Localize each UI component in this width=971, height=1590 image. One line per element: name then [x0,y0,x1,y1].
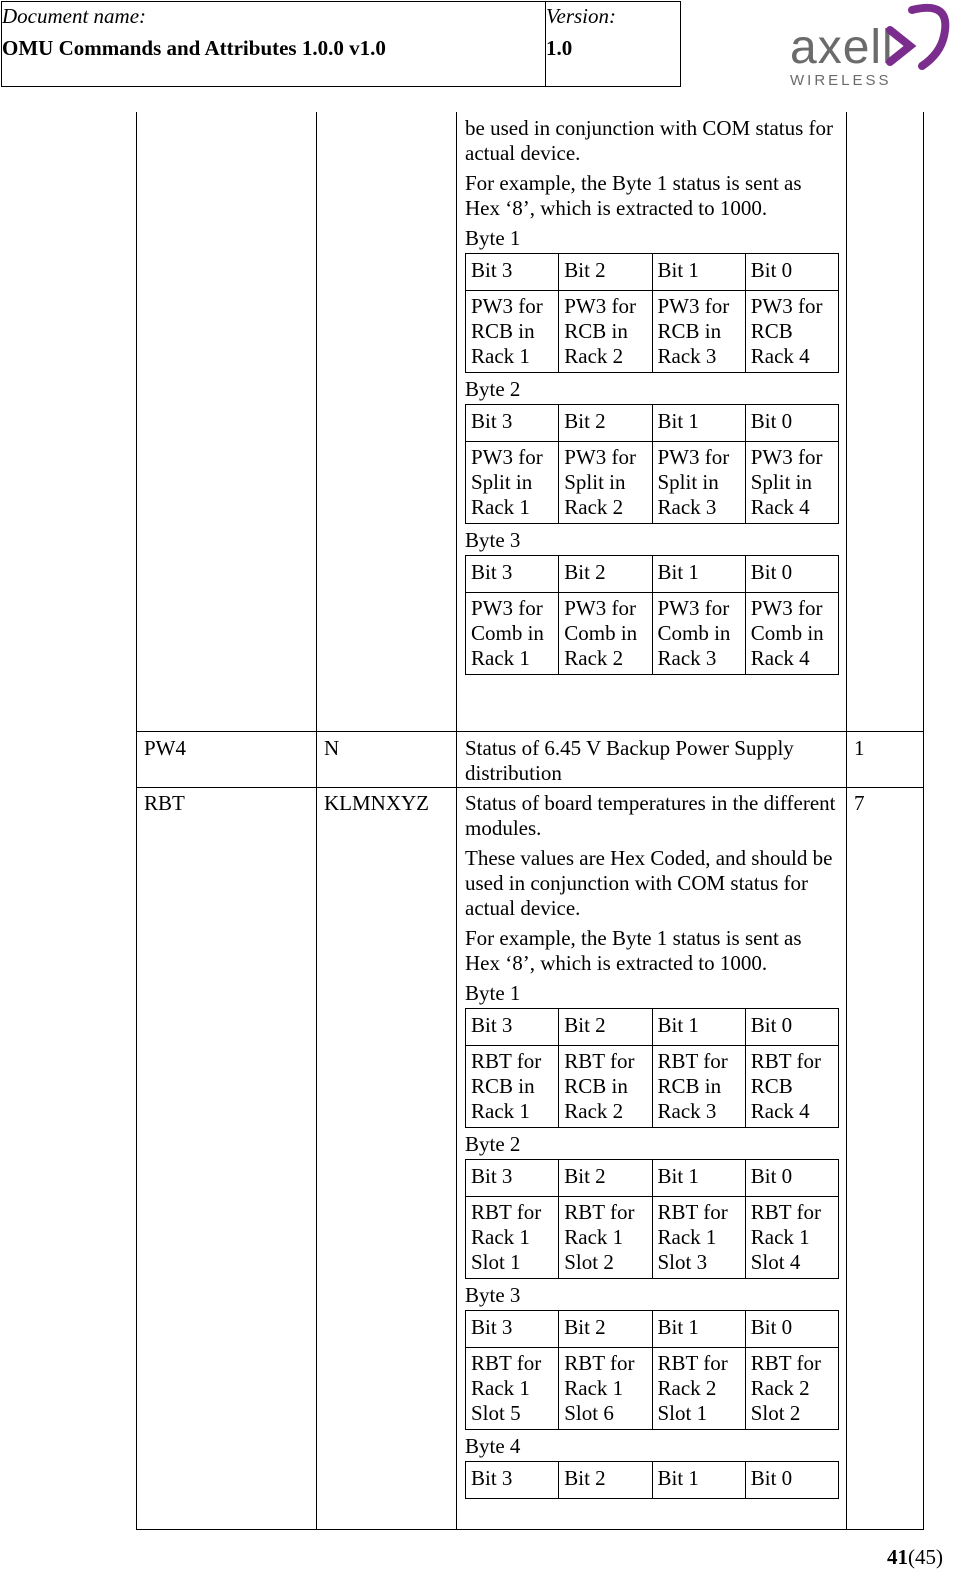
bit-header: Bit 2 [559,556,652,593]
doc-name-label: Document name: [2,4,147,28]
bit-cell: PW3 for RCB Rack 4 [745,291,838,373]
version-label: Version: [546,4,616,28]
version-value: 1.0 [546,36,573,60]
table-border-col2 [316,112,317,1530]
bit-cell: PW3 for Split in Rack 4 [745,442,838,524]
byte-block [465,226,840,373]
bit-header: Bit 3 [466,1009,559,1046]
logo-chevron-icon [882,0,962,70]
bit-table [465,1461,839,1499]
bit-cell: RBT for RCB Rack 4 [745,1046,838,1128]
bit-cell: RBT for Rack 1 Slot 4 [745,1197,838,1279]
byte-block [465,377,840,524]
command-length: 1 [854,736,865,760]
bit-cell: RBT for Rack 1 Slot 5 [466,1348,559,1430]
table-border-bottom [136,1529,924,1530]
doc-name: OMU Commands and Attributes 1.0.0 v1.0 [2,36,386,60]
bit-table [465,253,839,373]
bit-cell: RBT for RCB in Rack 2 [559,1046,652,1128]
byte-label: Byte 3 [465,528,521,552]
bit-cell: RBT for Rack 1 Slot 1 [466,1197,559,1279]
byte-label: Byte 1 [465,226,521,250]
bit-header: Bit 0 [745,1009,838,1046]
bit-header: Bit 2 [559,1009,652,1046]
desc-text: For example, the Byte 1 status is sent as Hex ‘8’, which is extracted to 1000. [465,926,802,975]
command-name: RBT [144,791,185,815]
bit-header: Bit 3 [466,1311,559,1348]
bit-cell: PW3 for Comb in Rack 3 [652,593,745,675]
bit-header: Bit 0 [745,1311,838,1348]
bit-header: Bit 3 [466,405,559,442]
bit-header: Bit 3 [466,1160,559,1197]
byte-label: Byte 1 [465,981,521,1005]
bit-header: Bit 0 [745,254,838,291]
bit-header: Bit 0 [745,1160,838,1197]
page-total: (45) [908,1545,943,1569]
bit-header: Bit 2 [559,1311,652,1348]
command-length: 7 [854,791,865,815]
command-params: KLMNXYZ [324,791,429,815]
table-border-right [923,112,924,1530]
bit-header: Bit 2 [559,1160,652,1197]
bit-table [465,404,839,524]
byte-block [465,981,840,1128]
bit-header: Bit 1 [652,405,745,442]
bit-table [465,555,839,675]
page-current: 41 [887,1545,908,1569]
bit-cell: RBT for Rack 2 Slot 2 [745,1348,838,1430]
table-border-col3 [456,112,457,1530]
logo-subtitle: WIRELESS [790,72,892,89]
bit-header: Bit 3 [466,1462,559,1499]
byte-block [465,1434,840,1499]
bit-cell: RBT for Rack 1 Slot 3 [652,1197,745,1279]
bit-header: Bit 0 [745,1462,838,1499]
logo-wordmark: axell [790,21,894,74]
bit-cell: PW3 for Split in Rack 1 [466,442,559,524]
bit-table [465,1159,839,1279]
desc-text: Status of board temperatures in the different modules. [465,791,836,840]
bit-header: Bit 1 [652,556,745,593]
bit-table [465,1310,839,1430]
bit-cell: RBT for Rack 1 Slot 2 [559,1197,652,1279]
bit-cell: PW3 for Comb in Rack 2 [559,593,652,675]
bit-cell: PW3 for Comb in Rack 4 [745,593,838,675]
bit-header: Bit 2 [559,254,652,291]
bit-header: Bit 1 [652,1009,745,1046]
bit-cell: PW3 for RCB in Rack 3 [652,291,745,373]
bit-header: Bit 0 [745,405,838,442]
command-description [465,791,840,1503]
byte-label: Byte 2 [465,377,521,401]
command-name: PW4 [144,736,186,760]
top-description [465,116,840,679]
bit-table [465,1008,839,1128]
command-description: Status of 6.45 V Backup Power Supply distribution [465,736,794,785]
bit-header: Bit 0 [745,556,838,593]
desc-text: be used in conjunction with COM status for actual device. [465,116,834,165]
table-border-col4 [846,112,847,1530]
bit-cell: RBT for Rack 2 Slot 1 [652,1348,745,1430]
page-number [887,1545,943,1570]
bit-cell: PW3 for Split in Rack 3 [652,442,745,524]
bit-header: Bit 2 [559,1462,652,1499]
bit-header: Bit 3 [466,254,559,291]
doc-name-cell [2,2,546,86]
version-cell [546,2,680,86]
bit-cell: PW3 for RCB in Rack 2 [559,291,652,373]
desc-text: For example, the Byte 1 status is sent as Hex ‘8’, which is extracted to 1000. [465,171,802,220]
byte-block [465,528,840,675]
byte-block [465,1283,840,1430]
bit-header: Bit 1 [652,1462,745,1499]
row-divider [136,787,924,788]
bit-header: Bit 1 [652,1311,745,1348]
bit-header: Bit 2 [559,405,652,442]
bit-cell: RBT for Rack 1 Slot 6 [559,1348,652,1430]
bit-header: Bit 3 [466,556,559,593]
desc-text: These values are Hex Coded, and should be used in conjunction with COM status for actual device. [465,846,833,920]
row-divider [136,731,924,732]
byte-label: Byte 3 [465,1283,521,1307]
document-header [1,1,681,87]
bit-cell: RBT for RCB in Rack 3 [652,1046,745,1128]
byte-label: Byte 4 [465,1434,521,1458]
bit-cell: PW3 for Split in Rack 2 [559,442,652,524]
bit-header: Bit 1 [652,1160,745,1197]
command-params: N [324,736,340,760]
bit-cell: PW3 for Comb in Rack 1 [466,593,559,675]
byte-label: Byte 2 [465,1132,521,1156]
byte-block [465,1132,840,1279]
company-logo [790,0,970,92]
bit-cell: RBT for RCB in Rack 1 [466,1046,559,1128]
table-border-left [136,112,137,1530]
bit-header: Bit 1 [652,254,745,291]
bit-cell: PW3 for RCB in Rack 1 [466,291,559,373]
